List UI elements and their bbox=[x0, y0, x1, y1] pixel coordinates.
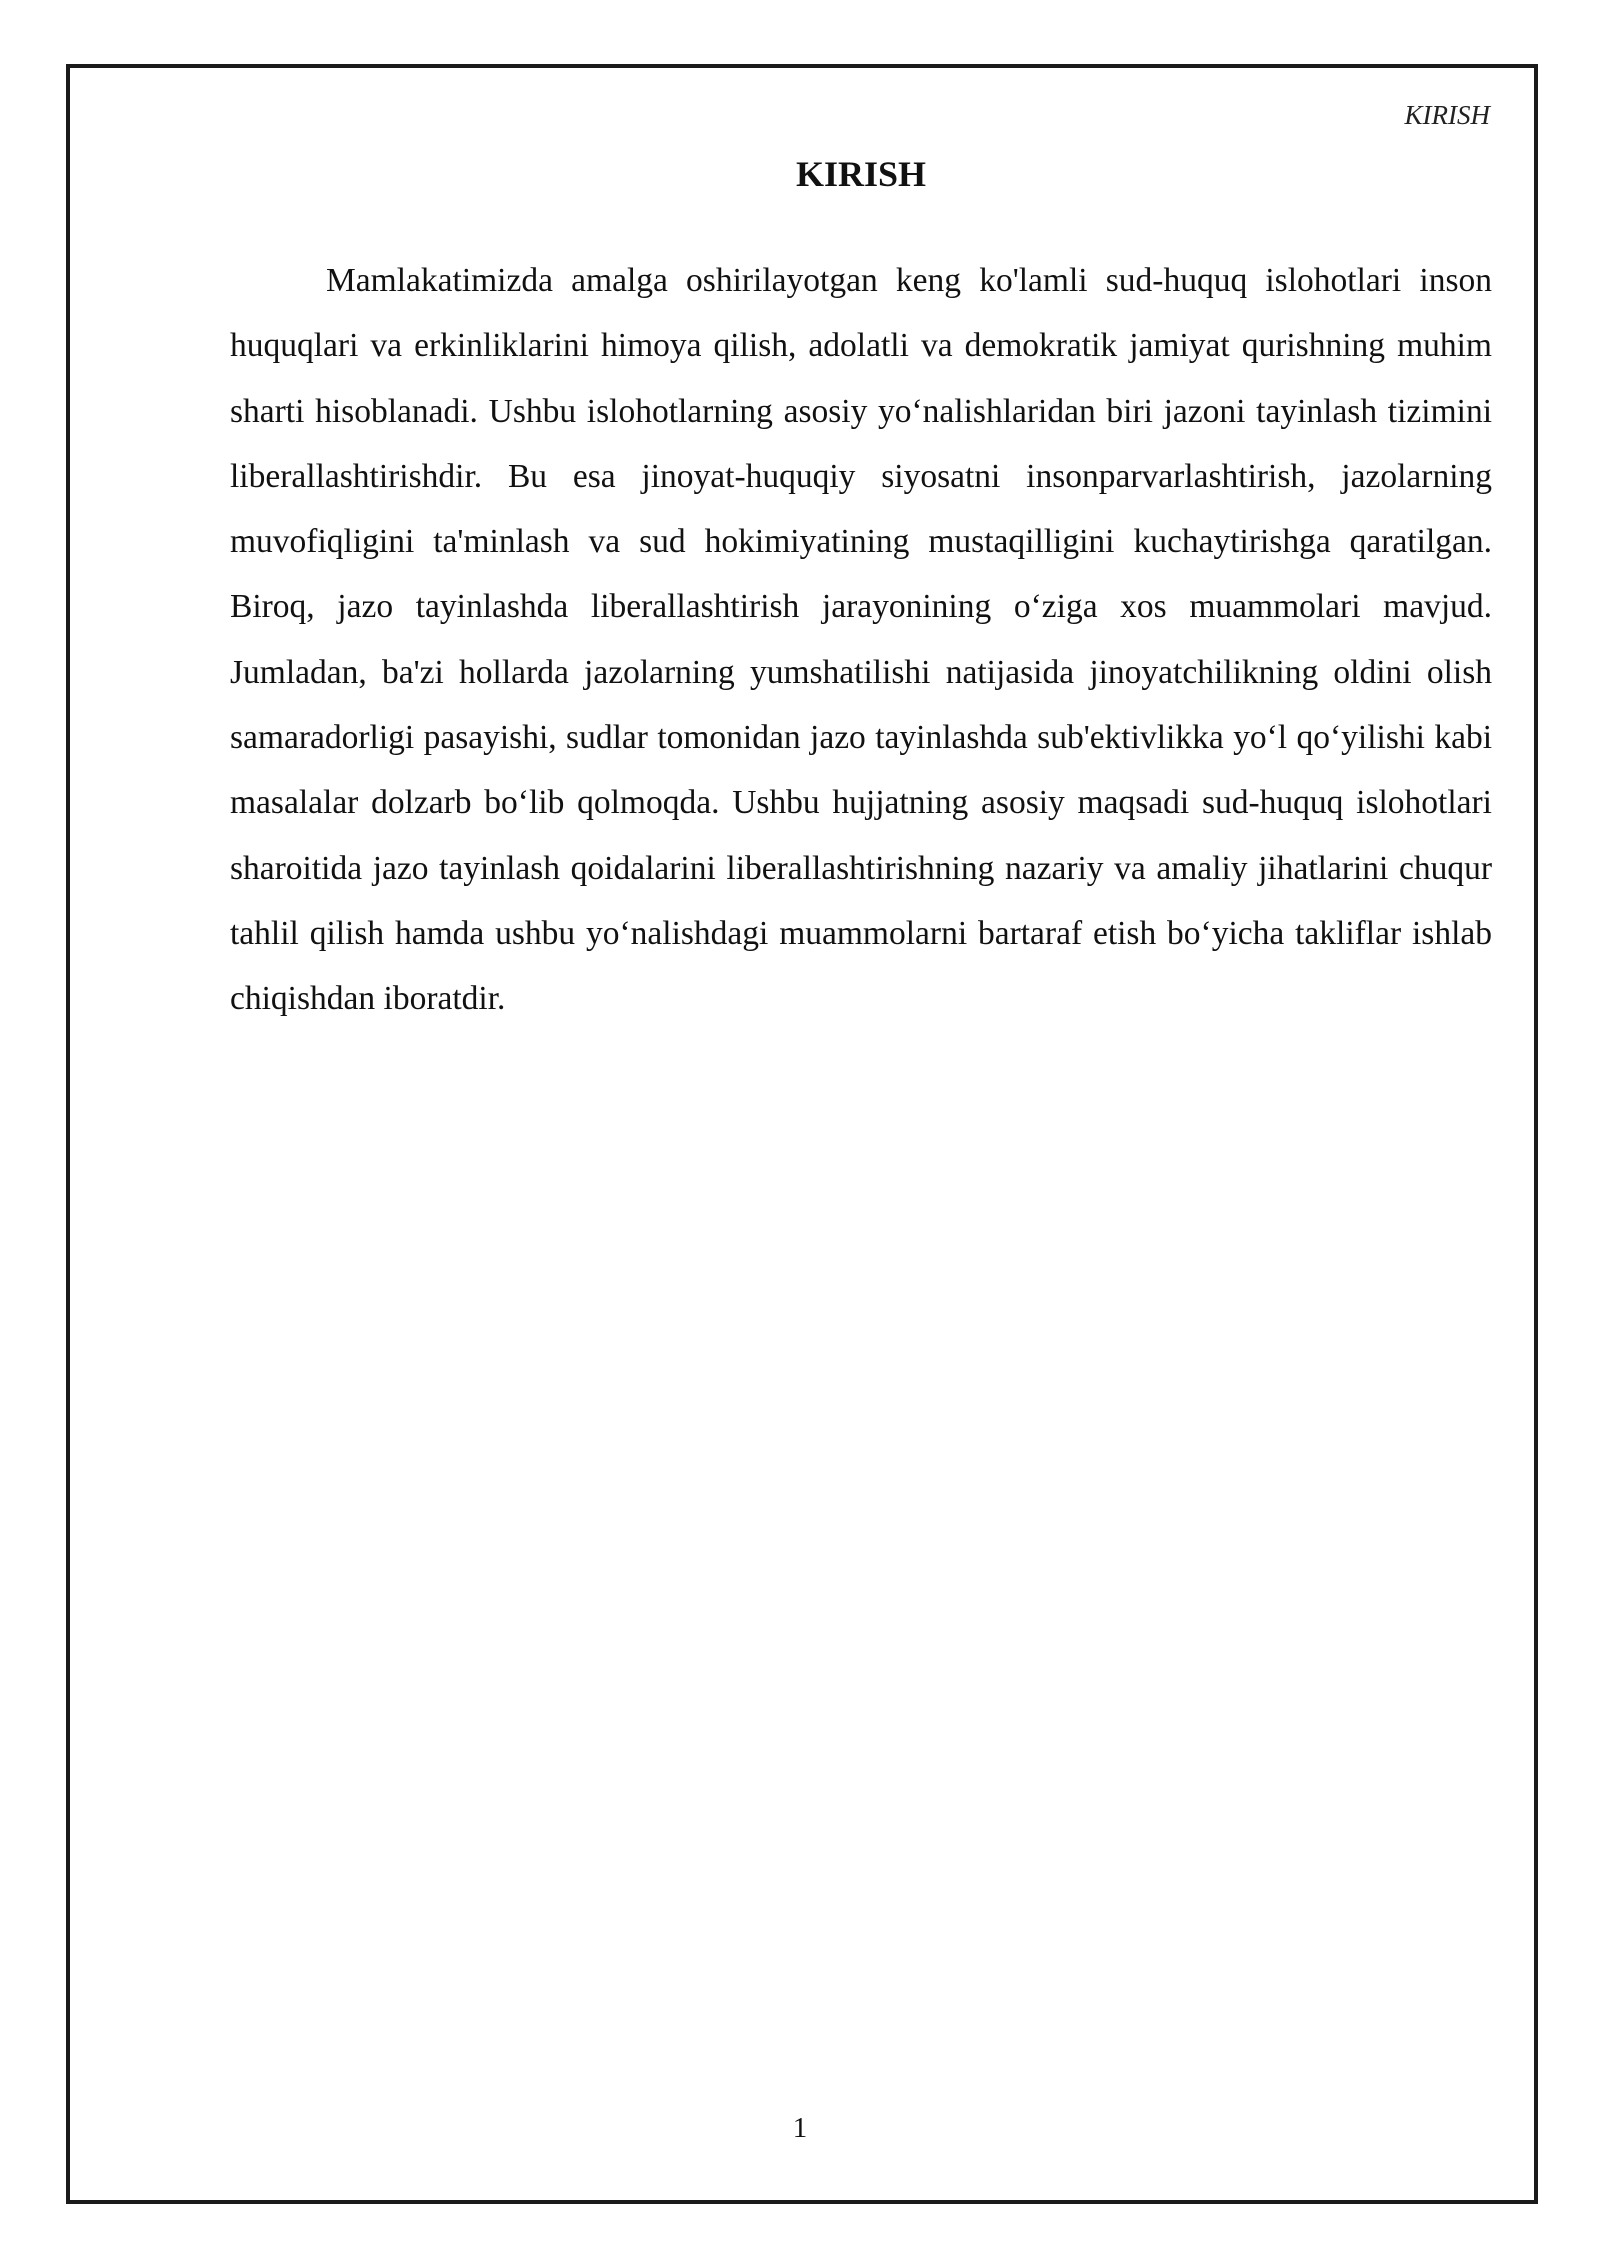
section-heading: KIRISH bbox=[795, 154, 927, 194]
page-number: 1 bbox=[792, 2112, 808, 2144]
body-paragraph: Mamlakatimizda amalga oshirilayotgan keng ko'lamli sud-huquq islohotlari inson huquqlari va erkinliklarini himoya qilish, adolatli va demokratik jamiyat qurishning muhim sharti hisoblanadi. Ushbu islohotlarning asosiy yo‘nalishlaridan biri jazoni tayinlash tizimini liberallashtirishdir. Bu esa jinoyat-huquqiy siyosatni insonparvarlashtirish, jazolarning muvofiqligini ta'minlash va sud hokimiyatining mustaqilligini kuchaytirishga qaratilgan. Biroq, jazo tayinlashda liberallashtirish jarayonining o‘ziga xos muammolari mavjud. Jumladan, ba'zi hollarda jazolarning yumshatilishi natijasida jinoyatchilikning oldini olish samaradorligi pasayishi, sudlar tomonidan jazo tayinlashda sub'ektivlikka yo‘l qo‘yilishi kabi masalalar dolzarb bo‘lib qolmoqda. Ushbu hujjatning asosiy maqsadi sud-huquq islohotlari sharoitida jazo tayinlash qoidalarini liberallashtirishning nazariy va amaliy jihatlarini chuqur tahlil qilish hamda ushbu yo‘nalishdagi muammolarni bartaraf etish bo‘yicha takliflar ishlab chiqishdan iboratdir. bbox=[230, 262, 1492, 1018]
running-header: KIRISH bbox=[1404, 100, 1490, 130]
